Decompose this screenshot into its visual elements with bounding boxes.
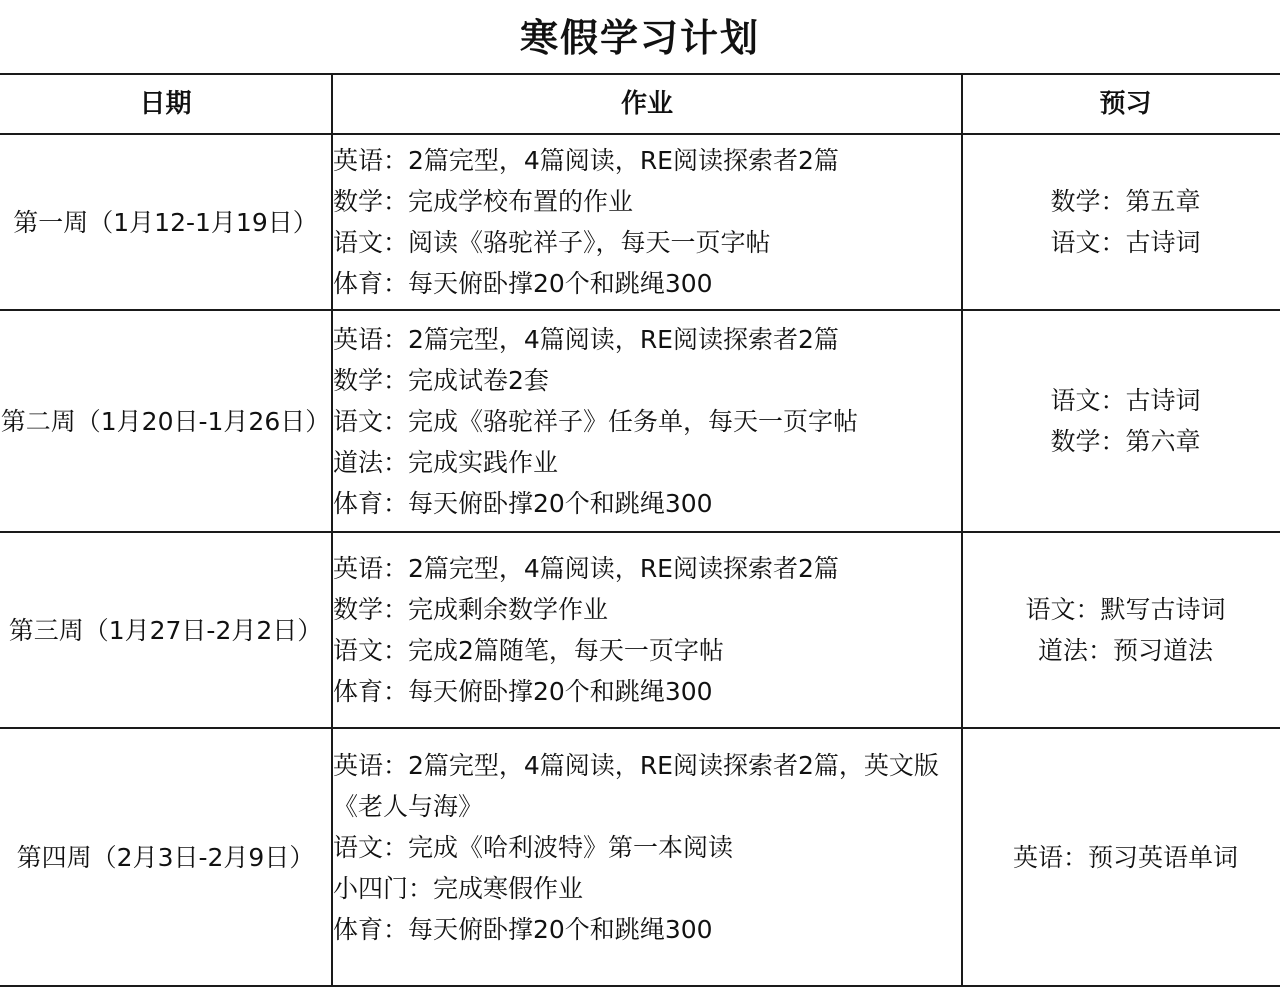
homework-item: 小四门：完成寒假作业 xyxy=(333,874,584,903)
preview-item: 数学：第六章 xyxy=(1050,427,1201,456)
preview-item: 英语：预习英语单词 xyxy=(1012,842,1238,872)
preview-item: 道法：预习道法 xyxy=(1037,636,1213,665)
preview-item: 语文：古诗词 xyxy=(1050,228,1201,257)
week-date: 第四周（2月3日-2月9日） xyxy=(16,842,315,872)
week-date-cell xyxy=(0,728,332,986)
table-header-row xyxy=(0,74,1280,134)
homework-item: 语文：完成《哈利波特》第一本阅读 xyxy=(333,833,734,862)
homework-item: 数学：完成剩余数学作业 xyxy=(333,595,609,624)
homework-item: 体育：每天俯卧撑20个和跳绳300 xyxy=(333,269,713,298)
preview-cell xyxy=(962,532,1280,728)
homework-cell xyxy=(332,532,962,728)
page-title: 寒假学习计划 xyxy=(519,16,760,60)
homework-item: 体育：每天俯卧撑20个和跳绳300 xyxy=(333,915,713,944)
homework-cell xyxy=(332,728,962,986)
homework-item: 体育：每天俯卧撑20个和跳绳300 xyxy=(333,488,713,518)
preview-item: 语文：古诗词 xyxy=(1050,386,1201,415)
week-date: 第一周（1月12-1月19日） xyxy=(13,207,318,237)
homework-item: 英语：2篇完型，4篇阅读，RE阅读探索者2篇，英文版《老人与海》 xyxy=(333,751,939,821)
week-date-cell xyxy=(0,134,332,310)
preview-cell xyxy=(962,310,1280,532)
homework-cell xyxy=(332,134,962,310)
preview-cell xyxy=(962,134,1280,310)
preview-item: 语文：默写古诗词 xyxy=(1025,595,1226,624)
homework-item: 英语：2篇完型，4篇阅读，RE阅读探索者2篇 xyxy=(333,554,839,583)
table-row xyxy=(0,134,1280,310)
homework-item: 语文：完成2篇随笔，每天一页字帖 xyxy=(333,636,724,665)
homework-item: 英语：2篇完型，4篇阅读，RE阅读探索者2篇 xyxy=(333,324,839,354)
table-row xyxy=(0,532,1280,728)
homework-item: 体育：每天俯卧撑20个和跳绳300 xyxy=(333,677,713,706)
header-preview: 预习 xyxy=(962,74,1280,134)
header-date: 日期 xyxy=(0,74,332,134)
week-date: 第三周（1月27日-2月2日） xyxy=(8,615,323,645)
table-row xyxy=(0,310,1280,532)
homework-item: 语文：阅读《骆驼祥子》，每天一页字帖 xyxy=(333,228,771,257)
header-homework: 作业 xyxy=(332,74,962,134)
week-date-cell xyxy=(0,310,332,532)
table-row xyxy=(0,728,1280,986)
preview-item: 数学：第五章 xyxy=(1050,187,1201,216)
homework-cell xyxy=(332,310,962,532)
homework-item: 英语：2篇完型，4篇阅读，RE阅读探索者2篇 xyxy=(333,146,839,175)
study-plan-table xyxy=(0,73,1280,987)
homework-item: 语文：完成《骆驼祥子》任务单，每天一页字帖 xyxy=(333,406,859,436)
homework-item: 道法：完成实践作业 xyxy=(333,447,559,477)
homework-item: 数学：完成试卷2套 xyxy=(333,365,549,395)
preview-cell xyxy=(962,728,1280,986)
week-date: 第二周（1月20日-1月26日） xyxy=(0,406,331,436)
homework-item: 数学：完成学校布置的作业 xyxy=(333,187,634,216)
week-date-cell xyxy=(0,532,332,728)
